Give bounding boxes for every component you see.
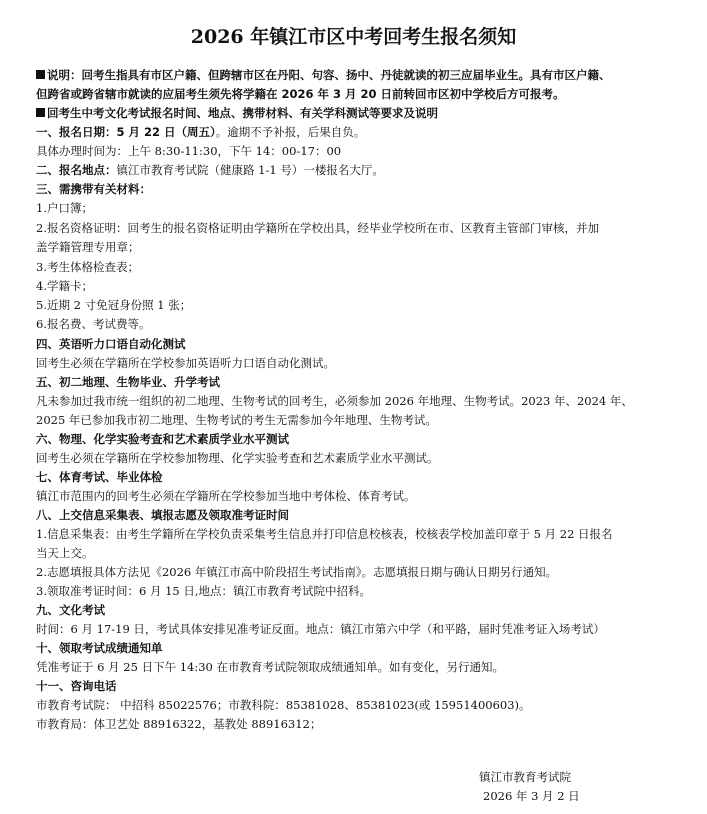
section-10-body: 凭准考证于 6 月 25 日下午 14:30 在市教育考试院领取成绩通知单。如有变化，另行通知。 xyxy=(36,660,505,674)
section-6-body: 回考生必须在学籍所在学校参加物理、化学实验考查和艺术素质学业水平测试。 xyxy=(36,451,439,465)
section-5-body-2: 2025 年已参加我市初二地理、生物考试的考生无需参加今年地理、生物考试。 xyxy=(36,413,437,427)
list-item: 当天上交。 xyxy=(36,546,94,560)
list-item: 6.报名费、考试费等。 xyxy=(36,317,151,331)
list-item: 1.信息采集表：由考生学籍所在学校负责采集考生信息并打印信息校核表，校核表学校加盖印章于 5 月 22 日报名 xyxy=(36,527,613,541)
signature-date: 2026 年 3 月 2 日 xyxy=(483,789,580,803)
section-1-detail: 具体办理时间为：上午 8:30-11:30，下午 14：00-17：00 xyxy=(36,144,342,158)
page-title: 2026 年镇江市区中考回考生报名须知 xyxy=(190,26,517,48)
section-5-body-1: 凡未参加过我市统一组织的初二地理、生物考试的回考生，必须参加 2026 年地理、生物考试。2023 年、2024 年、 xyxy=(36,394,633,408)
list-item: 盖学籍管理专用章； xyxy=(36,240,140,254)
intro-line-2: 但跨省或跨省辖市就读的应届考生须先将学籍在 2026 年 3 月 20 日前转回市区初中学校后方可报考。 xyxy=(36,87,565,101)
contact-line: 市教育考试院： 中招科 85022576；市教科院：85381028、85381023(或 15951400603)。 xyxy=(36,698,531,712)
intro-line-3: 回考生中考文化考试报名时间、地点、携带材料、有关学科测试等要求及说明 xyxy=(36,104,696,123)
list-item: 5.近期 2 寸免冠身份照 1 张； xyxy=(36,298,192,312)
section-8-head: 八、上交信息采集表、填报志愿及领取准考证时间 xyxy=(36,508,289,522)
signature-org: 镇江市教育考试院 xyxy=(479,770,571,784)
list-item: 2.报名资格证明：回考生的报名资格证明由学籍所在学校出具，经毕业学校所在市、区教育主管部门审核，并加 xyxy=(36,221,599,235)
section-10-head: 十、领取考试成绩通知单 xyxy=(36,641,163,655)
section-3-head: 三、需携带有关材料： xyxy=(36,182,151,196)
section-7-head: 七、体育考试、毕业体检 xyxy=(36,470,163,484)
intro-line-1: 说明：回考生指具有市区户籍、但跨辖市区在丹阳、句容、扬中、丹徒就读的初三应届毕业生。具有市区户籍、 xyxy=(36,66,696,85)
contact-line: 市教育局：体卫艺处 88916322，基教处 88916312； xyxy=(36,717,322,731)
list-item: 3.领取准考证时间：6 月 15 日,地点：镇江市教育考试院中招科。 xyxy=(36,584,372,598)
square-bullet-icon xyxy=(36,108,45,117)
section-9-head: 九、文化考试 xyxy=(36,603,105,617)
section-9-body: 时间：6 月 17-19 日，考试具体安排见准考证反面。地点：镇江市第六中学（和平路，届时凭准考证入场考试） xyxy=(36,622,605,636)
section-4-body: 回考生必须在学籍所在学校参加英语听力口语自动化测试。 xyxy=(36,356,335,370)
list-item: 3.考生体格检查表； xyxy=(36,260,139,274)
section-4-head: 四、英语听力口语自动化测试 xyxy=(36,337,186,351)
list-item: 1.户口簿； xyxy=(36,201,93,215)
section-6-head: 六、物理、化学实验考查和艺术素质学业水平测试 xyxy=(36,432,289,446)
section-1-head: 一、报名日期：5 月 22 日（周五）。逾期不予补报，后果自负。 xyxy=(36,125,366,139)
square-bullet-icon xyxy=(36,70,45,79)
list-item: 4.学籍卡； xyxy=(36,279,93,293)
section-11-head: 十一、咨询电话 xyxy=(36,679,117,693)
section-5-head: 五、初二地理、生物毕业、升学考试 xyxy=(36,375,220,389)
section-2-head: 二、报名地点：镇江市教育考试院（健康路 1-1 号）一楼报名大厅。 xyxy=(36,163,384,177)
section-7-body: 镇江市范围内的回考生必须在学籍所在学校参加当地中考体检、体育考试。 xyxy=(36,489,416,503)
list-item: 2.志愿填报具体方法见《2026 年镇江市高中阶段招生考试指南》。志愿填报日期与确认日期另行通知。 xyxy=(36,565,558,579)
